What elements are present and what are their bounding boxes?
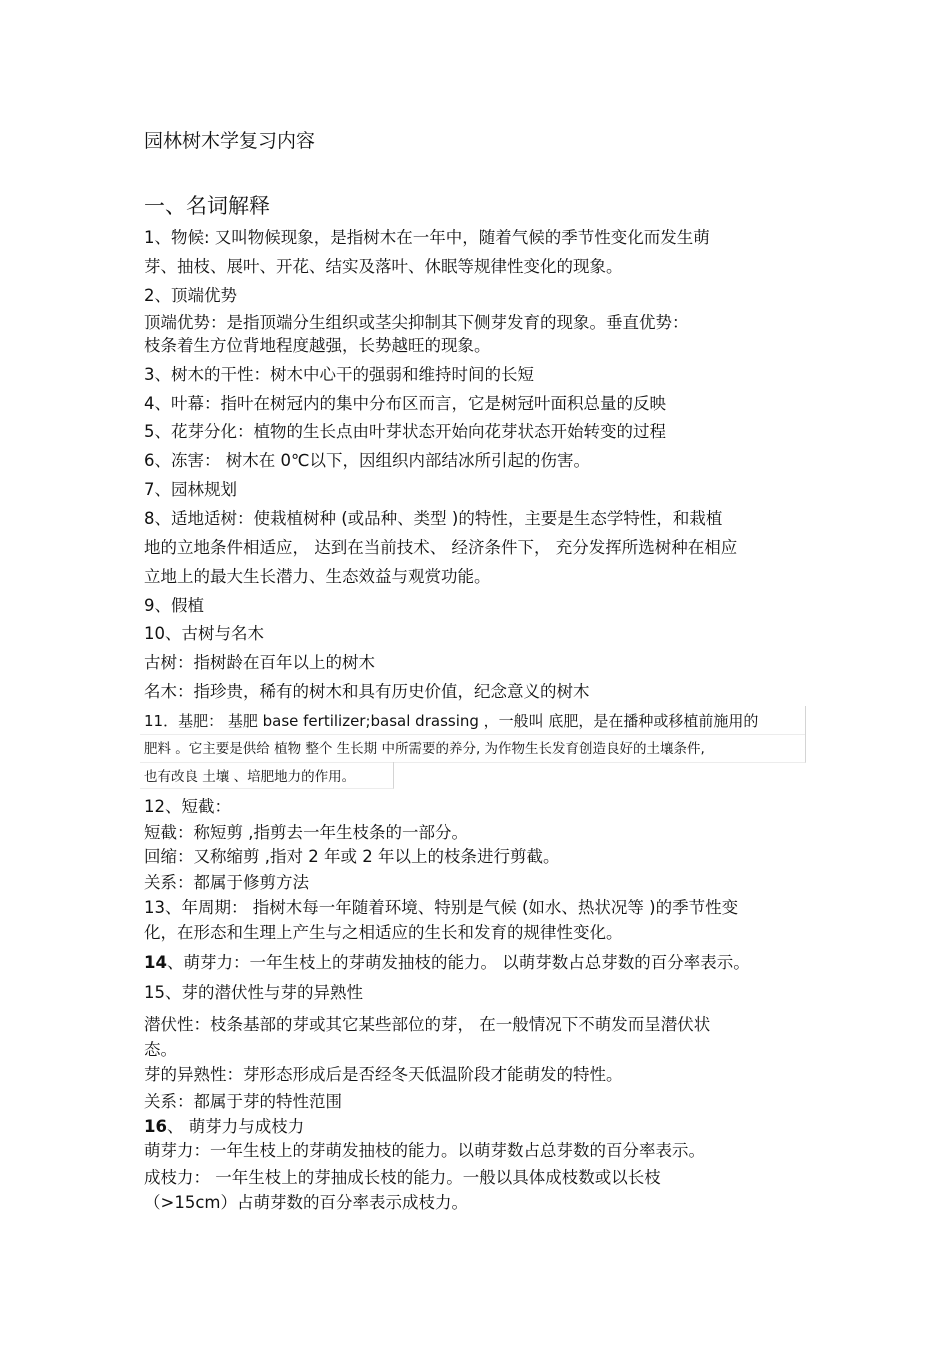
text-line: 古树：指树龄在百年以上的树木 <box>144 653 375 672</box>
text-line: 7、园林规划 <box>144 480 237 499</box>
text-line: 关系：都属于修剪方法 <box>144 873 309 892</box>
text-line: 潜伏性：枝条基部的芽或其它某些部位的芽， 在一般情况下不萌发而呈潜伏状 <box>144 1015 711 1034</box>
item-text: 、 萌芽力与成枝力 <box>166 1117 305 1136</box>
text-line: 8、适地适树：使栽植树种 (或品种、类型 )的特性，主要是生态学特性，和栽植 <box>144 509 723 528</box>
text-line: 名木：指珍贵，稀有的树木和具有历史价值，纪念意义的树木 <box>144 682 590 701</box>
text-line: 立地上的最大生长潜力、生态效益与观赏功能。 <box>144 567 491 586</box>
text-line: 化，在形态和生理上产生与之相适应的生长和发育的规律性变化。 <box>144 923 623 942</box>
text-line: 枝条着生方位背地程度越强，长势越旺的现象。 <box>144 336 491 355</box>
text-line: 顶端优势：是指顶端分生组织或茎尖抑制其下侧芽发育的现象。垂直优势： <box>144 313 689 332</box>
text-line: 5、花芽分化：植物的生长点由叶芽状态开始向花芽状态开始转变的过程 <box>144 422 666 441</box>
text-line: 成枝力： 一年生枝上的芽抽成长枝的能力。一般以具体成枝数或以长枝 <box>144 1168 661 1187</box>
document-title: 园林树木学复习内容 <box>144 130 316 152</box>
text-line: 萌芽力：一年生枝上的芽萌发抽枝的能力。以萌芽数占总芽数的百分率表示。 <box>144 1141 705 1160</box>
text-line: 13、年周期： 指树木每一年随着环境、特别是气候 (如水、热状况等 )的季节性变 <box>144 898 739 917</box>
text-line: 回缩：又称缩剪 ,指对 2 年或 2 年以上的枝条进行剪截。 <box>144 847 560 866</box>
text-line: 短截：称短剪 ,指剪去一年生枝条的一部分。 <box>144 823 468 842</box>
text-line: 也有改良 土壤 、培肥地力的作用。 <box>144 769 356 785</box>
text-line: 11．基肥： 基肥 base fertilizer;basal drassing ，一般叫 底肥，是在播种或移植前施用的 <box>144 712 759 730</box>
text-line: 芽、抽枝、展叶、开花、结实及落叶、休眠等规律性变化的现象。 <box>144 257 623 276</box>
text-line: 芽的异熟性：芽形态形成后是否经冬天低温阶段才能萌发的特性。 <box>144 1065 623 1084</box>
text-line: 地的立地条件相适应， 达到在当前技术、 经济条件下， 充分发挥所选树种在相应 <box>144 538 738 557</box>
text-line <box>144 1116 304 1138</box>
text-line: 15、芽的潜伏性与芽的异熟性 <box>144 983 363 1002</box>
text-line: 4、叶幕：指叶在树冠内的集中分布区而言，它是树冠叶面积总量的反映 <box>144 394 666 413</box>
text-line: 态。 <box>144 1040 177 1059</box>
text-line: 关系：都属于芽的特性范围 <box>144 1092 342 1111</box>
item-text: 、萌芽力：一年生枝上的芽萌发抽枝的能力。 以萌芽数占总芽数的百分率表示。 <box>166 953 750 972</box>
text-line: 1、物候: 又叫物候现象，是指树木在一年中，随着气候的季节性变化而发生萌 <box>144 228 710 247</box>
text-line: 10、古树与名木 <box>144 624 264 643</box>
text-line: 12、短截： <box>144 797 231 816</box>
item-number: 16 <box>144 1117 167 1136</box>
text-line: 3、树木的干性：树木中心干的强弱和维持时间的长短 <box>144 365 534 384</box>
text-line: 肥料 。它主要是供给 植物 整个 生长期 中所需要的养分, 为作物生长发育创造良好的土壤条件, <box>144 741 705 757</box>
text-line: 6、冻害： 树木在 0℃以下，因组织内部结冰所引起的伤害。 <box>144 451 591 470</box>
text-line: 9、假植 <box>144 596 204 615</box>
section-heading: 一、名词解释 <box>144 194 270 218</box>
item-number: 14 <box>144 953 167 972</box>
text-line: 2、顶端优势 <box>144 286 237 305</box>
text-line: （>15cm）占萌芽数的百分率表示成枝力。 <box>144 1193 468 1212</box>
text-line <box>144 952 750 974</box>
